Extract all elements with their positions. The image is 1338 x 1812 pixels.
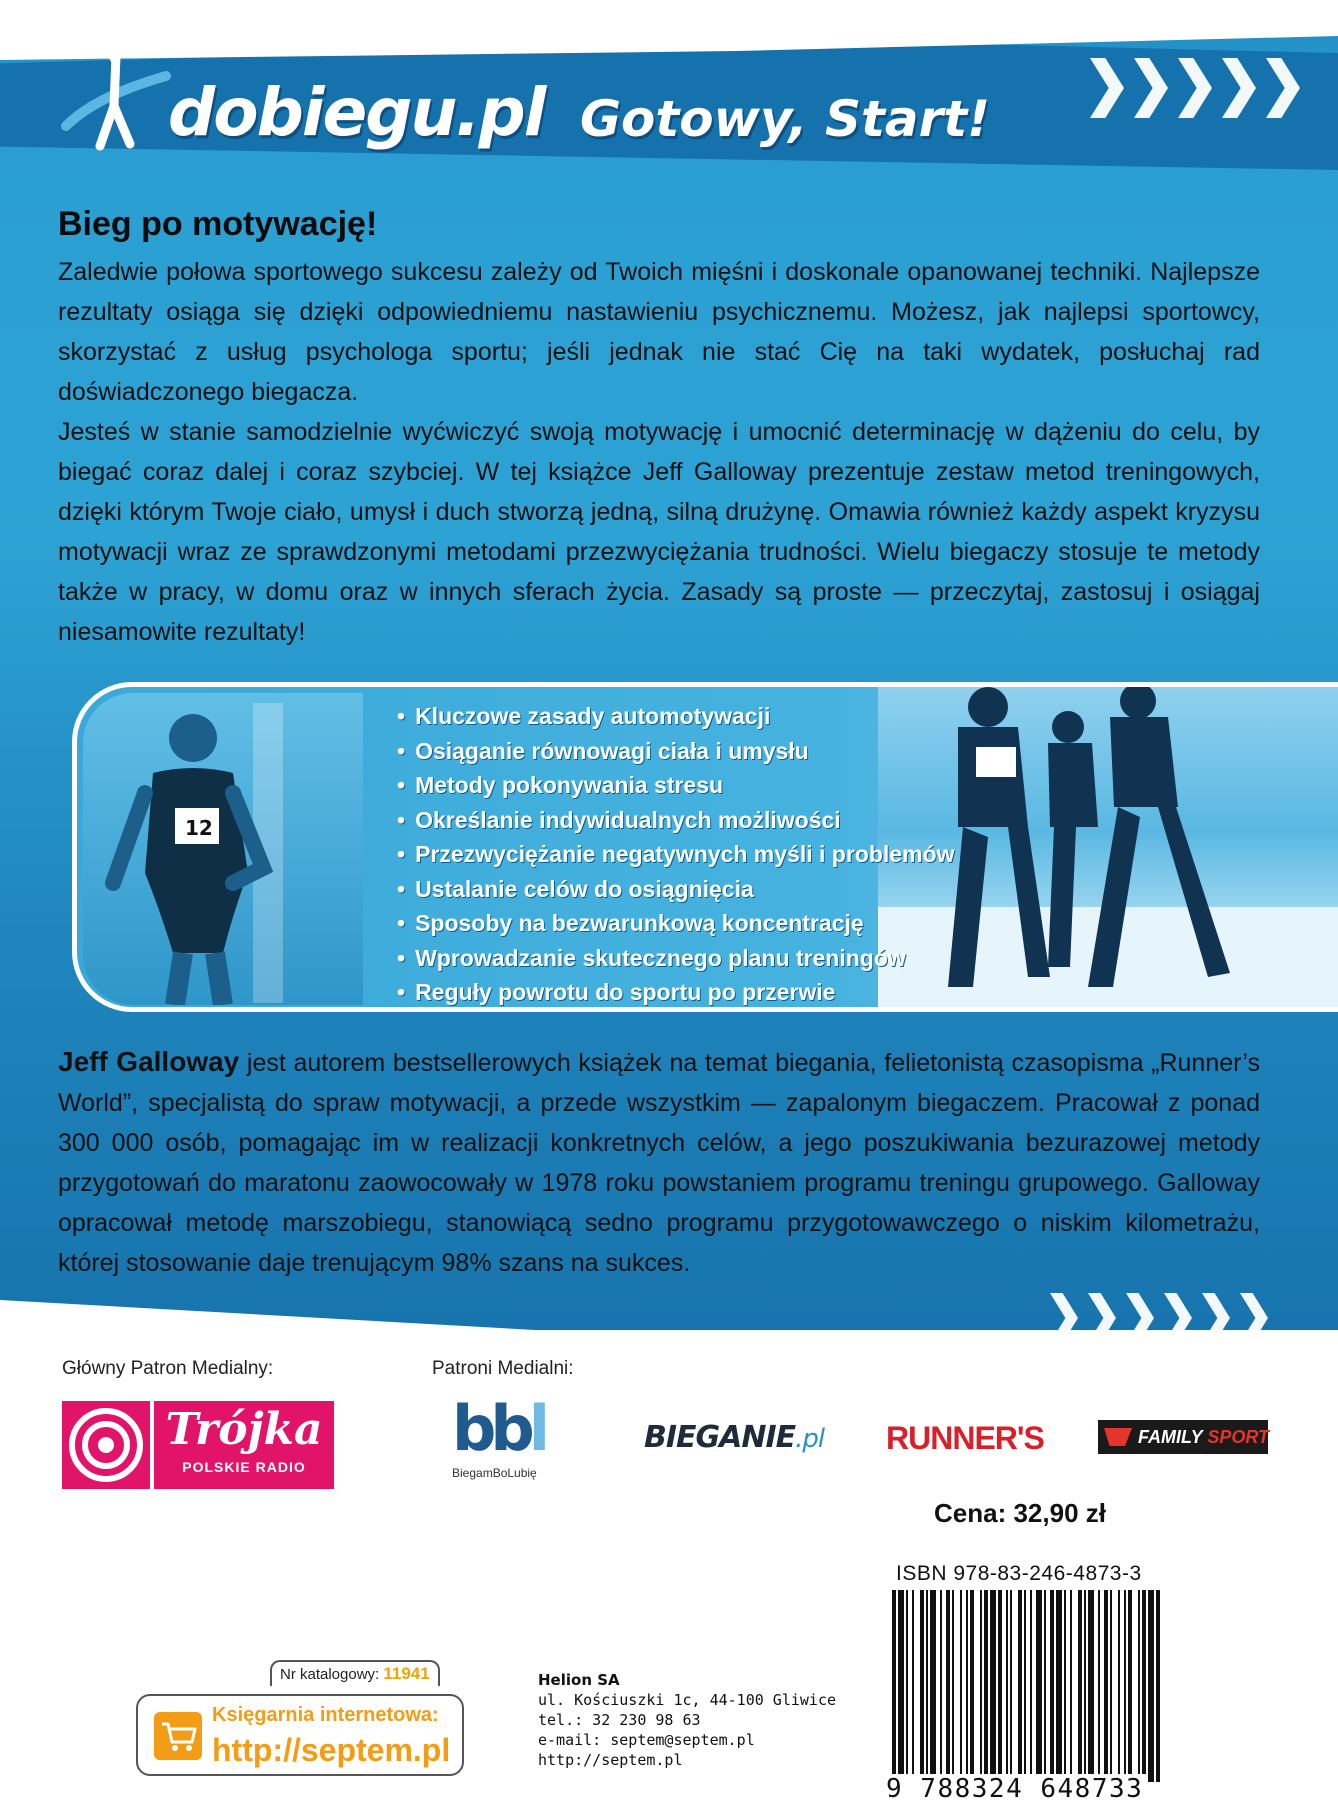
bbl-logo: bbl BiegamBoLubię	[452, 1398, 582, 1488]
trojka-name: Trójka	[165, 1404, 323, 1455]
chevron-icon	[1202, 1293, 1230, 1343]
bieganie-domain: .pl	[795, 1424, 825, 1454]
publisher-email[interactable]: e-mail: septem@septem.pl	[538, 1731, 755, 1749]
runner-logo-icon	[56, 16, 176, 156]
feature-list	[397, 699, 954, 1010]
shop-url-link[interactable]: http://septem.pl	[212, 1732, 451, 1768]
publisher-info	[538, 1670, 836, 1770]
online-shop-box[interactable]	[136, 1694, 464, 1776]
patrons-label: Patroni Medialni:	[432, 1358, 574, 1379]
bib-number: 12	[185, 816, 213, 840]
bieganie-logo	[644, 1420, 824, 1455]
shop-label: Księgarnia internetowa:	[212, 1704, 439, 1726]
author-name: Jeff Galloway	[58, 1046, 240, 1077]
header-chevrons	[1090, 58, 1300, 118]
catalog-label: Nr katalogowy:	[280, 1666, 384, 1683]
family-sport-logo	[1098, 1420, 1268, 1454]
list-item: • Kluczowe zasady automotywacji	[397, 699, 954, 734]
chevron-icon	[1050, 1293, 1078, 1343]
family-sport-sport: SPORT	[1207, 1427, 1270, 1447]
publisher-name: Helion SA	[538, 1671, 620, 1689]
list-item: • Wprowadzanie skutecznego planu treningów	[397, 941, 954, 976]
intro-paragraph-2: Jesteś w stanie samodzielnie wyćwiczyć swoją motywację i umocnić determinację w dążeniu do celu, by biegać coraz dalej i coraz szybciej. W tej książce Jeff Galloway prezentuje zestaw metod treningowych, dzięki którym Twoje ciało, umysł i duch stworzą jedną, silną drużynę. Omawia również każdy aspekt kryzysu motywacji wraz ze sprawdzonymi metodami przezwyciężania trudności. Wielu biegaczy stosuje te metody także w pracy, w domu oraz w innych sferach życia. Zasady są proste — przeczytaj, zastosuj i osiągaj niesamowite rezultaty!	[58, 418, 1260, 646]
runners-world-logo: RUNNER'S	[886, 1420, 1044, 1456]
runner-photo-left	[83, 693, 363, 1005]
publisher-phone: tel.: 32 230 98 63	[538, 1711, 701, 1729]
catalog-number-value: 11941	[383, 1664, 430, 1683]
list-item: • Przezwyciężanie negatywnych myśli i problemów	[397, 837, 954, 872]
chevron-icon	[1178, 58, 1212, 118]
footer-chevrons	[1050, 1293, 1268, 1343]
list-item: • Sposoby na bezwarunkową koncentrację	[397, 906, 954, 941]
catalog-number	[270, 1660, 440, 1686]
list-item: • Ustalanie celów do osiągnięcia	[397, 872, 954, 907]
list-item: • Określanie indywidualnych możliwości	[397, 803, 954, 838]
list-item: • Metody pokonywania stresu	[397, 768, 954, 803]
chevron-icon	[1222, 58, 1256, 118]
list-item: • Reguły powrotu do sportu po przerwie	[397, 975, 954, 1010]
logo-text: dobiegu.pl	[168, 74, 545, 151]
list-item: • Osiąganie równowagi ciała i umysłu	[397, 734, 954, 769]
chevron-icon	[1126, 1293, 1154, 1343]
chevron-icon	[1240, 1293, 1268, 1343]
bieganie-name: BIEGANIE	[644, 1420, 796, 1455]
intro-heading: Bieg po motywację!	[58, 205, 378, 243]
trojka-logo	[62, 1401, 334, 1489]
isbn: ISBN 978-83-246-4873-3	[896, 1562, 1142, 1585]
chevron-icon	[1164, 1293, 1192, 1343]
intro-paragraph-1: Zaledwie połowa sportowego sukcesu zależy od Twoich mięśni i doskonale opanowanej techniki. Najlepsze rezultaty osiąga się dzięki odpowiedniemu nastawieniu psychicznemu. Możesz, jak najlepsi sportowcy, skorzystać z usług psychologa sportu; jeśli jednak nie stać Cię na taki wydatek, posłuchaj rad doświadczonego biegacza.	[58, 258, 1260, 406]
publisher-address: ul. Kościuszki 1c, 44-100 Gliwice	[538, 1691, 837, 1709]
bullet-panel	[72, 682, 1338, 1012]
bbl-caption: BiegamBoLubię	[452, 1466, 537, 1480]
family-sport-flag-icon	[1104, 1428, 1132, 1446]
trojka-target-icon	[62, 1401, 150, 1489]
family-sport-family: FAMILY	[1138, 1427, 1208, 1447]
author-bio-text: jest autorem bestsellerowych książek na temat biegania, felietonistą czasopisma „Runner’s World”, specjalistą do spraw motywacji, a przede wszystkim — zapalonym biegaczem. Pracował z ponad 300 000 osób, pomagając im w realizacji konkretnych celów, a jego poszukiwania bezurazowej metody przygotowań do maratonu zaowocowały w 1978 roku powstaniem programu treningu grupowego. Galloway opracował metodę marszobiegu, stanowiącą sedno programu przygotowawczego o niskim kilometrażu, której stosowanie daje trenującym 98% szans na sukces.	[58, 1049, 1261, 1277]
barcode-icon	[892, 1590, 1160, 1782]
author-bio	[58, 1042, 1260, 1283]
chevron-icon	[1090, 58, 1124, 118]
chevron-icon	[1266, 58, 1300, 118]
trojka-subtitle: POLSKIE RADIO	[182, 1459, 306, 1475]
shopping-cart-icon	[154, 1712, 202, 1760]
barcode-digits: 9 788324 648733	[882, 1774, 1147, 1804]
runner-silhouette-icon	[83, 693, 363, 1005]
main-patron-label: Główny Patron Medialny:	[62, 1358, 274, 1379]
chevron-icon	[1134, 58, 1168, 118]
slogan: Gotowy, Start!	[580, 90, 990, 148]
chevron-icon	[1088, 1293, 1116, 1343]
price: Cena: 32,90 zł	[934, 1498, 1106, 1528]
publisher-website[interactable]: http://septem.pl	[538, 1751, 683, 1769]
